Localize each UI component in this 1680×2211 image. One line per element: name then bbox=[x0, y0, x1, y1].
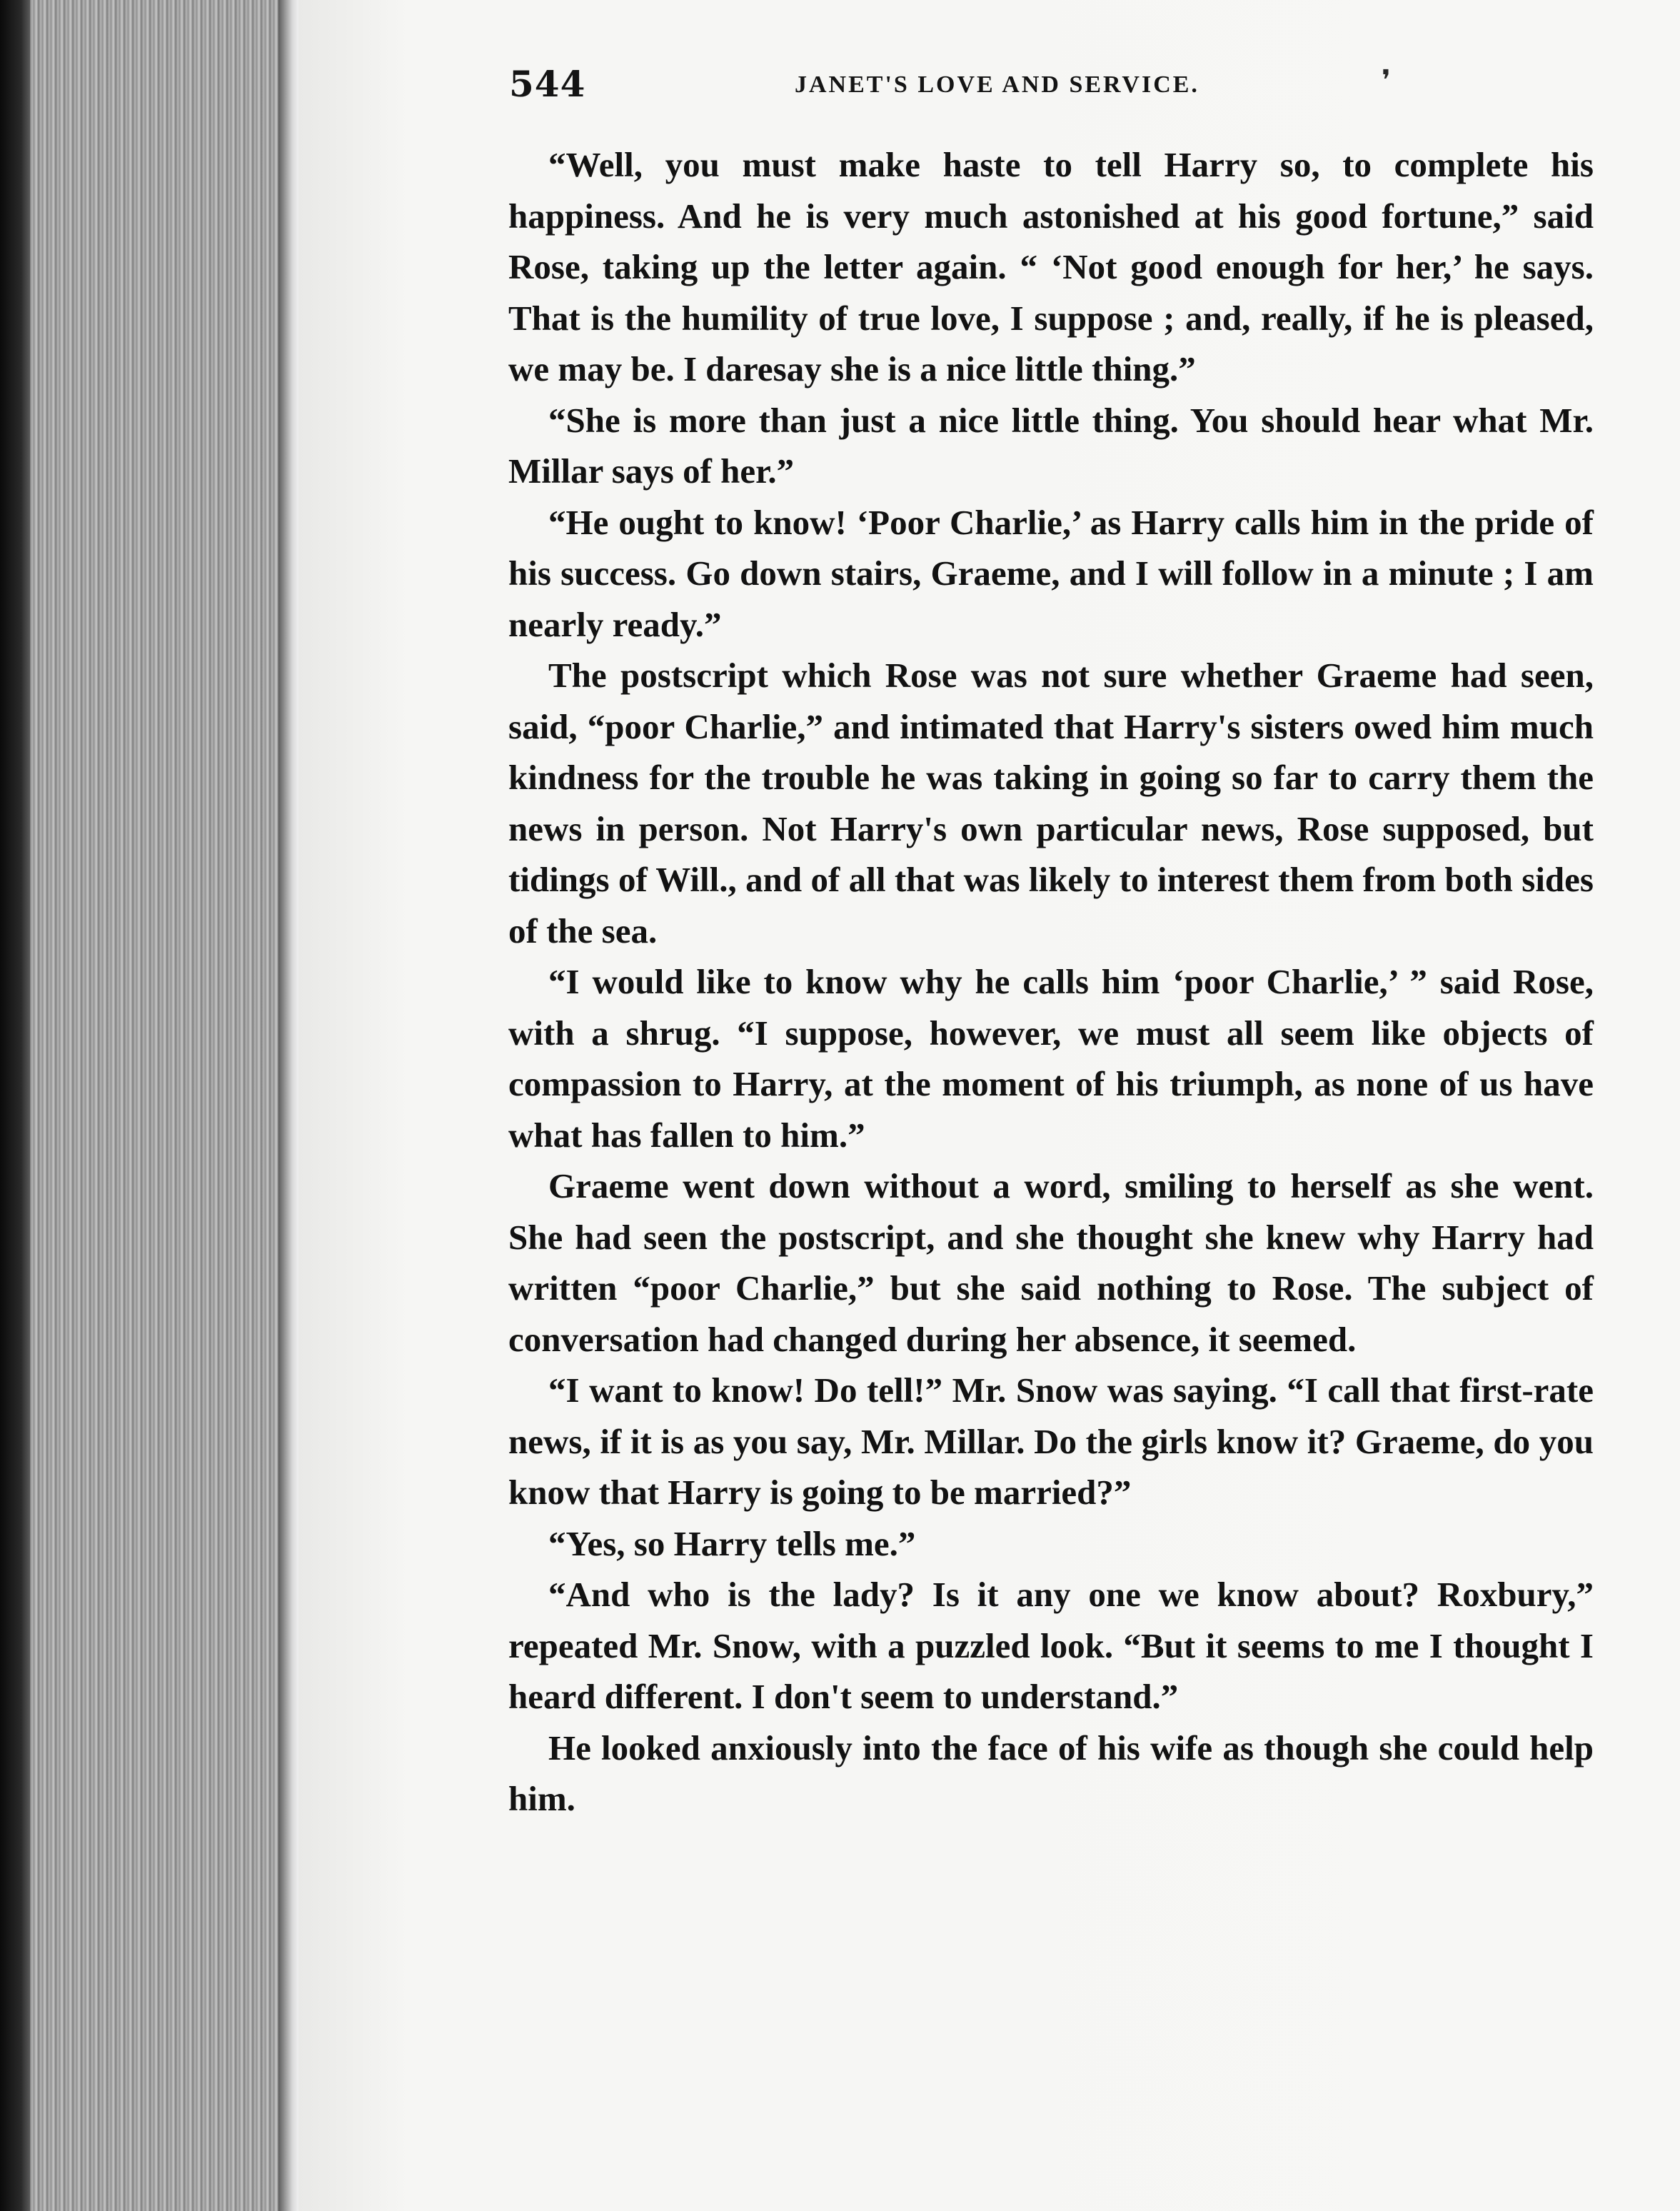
paragraph: “Yes, so Harry tells me.” bbox=[548, 1523, 916, 1563]
paragraph: “And who is the lady? Is it any one we know about? Roxbury,” repeated Mr. Snow, with a puzzled look. “But it seems to me I thought I heard different. I don't seem to understand.” bbox=[508, 1575, 1594, 1716]
paragraph: “She is more than just a nice little thing. You should hear what Mr. Millar says of her.” bbox=[508, 400, 1594, 491]
paragraph: “He ought to know! ‘Poor Charlie,’ as Harry calls him in the pride of his success. Go down stairs, Graeme, and I will follow in a minute ; I am nearly ready.” bbox=[508, 502, 1594, 644]
paragraph: “I want to know! Do tell!” Mr. Snow was saying. “I call that first-rate news, if it is as you say, Mr. Millar. Do the girls know it? Graeme, do you know that Harry is going to be married?” bbox=[508, 1370, 1594, 1512]
page-gutter bbox=[278, 0, 298, 2211]
paragraph: He looked anxiously into the face of his wife as though she could help him. bbox=[508, 1728, 1594, 1818]
ink-mark-icon: ❜ bbox=[1382, 64, 1391, 97]
page-header bbox=[509, 63, 1601, 120]
paragraph: Graeme went down without a word, smiling to herself as she went. She had seen the postscript, and she thought she knew why Harry had written “poor Charlie,” but she said nothing to Rose. The subject of conversation had changed during her absence, it seemed. bbox=[508, 1166, 1594, 1359]
running-title: JANET'S LOVE AND SERVICE. bbox=[795, 71, 1199, 98]
book-binding-shadow bbox=[0, 0, 30, 2211]
paragraph: The postscript which Rose was not sure whether Graeme had seen, said, “poor Charlie,” and intimated that Harry's sisters owed him much kindness for the trouble he was taking in going so far to carry them the news in person. Not Harry's own particular news, Rose supposed, but tidings of Will., and of all that was likely to interest them from both sides of the sea. bbox=[508, 656, 1594, 951]
book-page-edges bbox=[0, 0, 293, 2211]
paragraph: “Well, you must make haste to tell Harry so, to complete his happiness. And he is very much astonished at his good fortune,” said Rose, taking up the letter again. “ ‘Not good enough for her,’ he says. That is the humility of true love, I suppose ; and, really, if he is pleased, we may be. I daresay she is a nice little thing.” bbox=[508, 145, 1594, 388]
body-text bbox=[508, 139, 1594, 1825]
paragraph: “I would like to know why he calls him ‘poor Charlie,’ ” said Rose, with a shrug. “I suppose, however, we must all seem like objects of compassion to Harry, at the moment of his triumph, as none of us have what has fallen to him.” bbox=[508, 962, 1594, 1155]
page-number: 544 bbox=[509, 63, 586, 105]
